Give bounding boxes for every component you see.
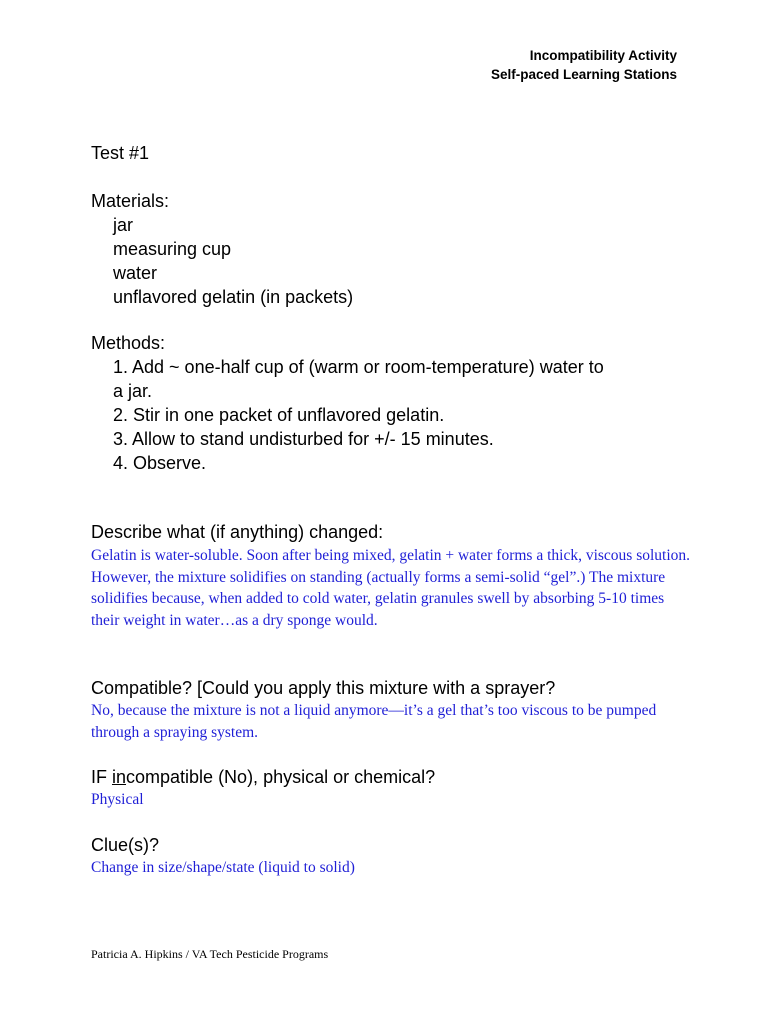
clues-answer: Change in size/shape/state (liquid to solid) [91,859,355,876]
page-footer: Patricia A. Hipkins / VA Tech Pesticide Programs [91,947,329,961]
method-step-1-cont: a jar. [113,381,153,401]
materials-heading: Materials: [91,191,170,211]
incompatible-answer: Physical [91,791,144,808]
methods-section [91,331,604,475]
clues-question: Clue(s)? [91,835,160,855]
compatible-question: Compatible? [Could you apply this mixture with a sprayer? [91,678,556,698]
material-item: measuring cup [113,239,232,259]
method-step-2: 2. Stir in one packet of unflavored gelatin. [113,405,445,425]
incompatible-rest: compatible (No), physical or chemical? [126,767,436,787]
method-step-1: 1. Add ~ one-half cup of (warm or room-temperature) water to [113,357,604,377]
test-title: Test #1 [91,143,150,163]
material-item: water [113,263,158,283]
material-item: jar [113,215,134,235]
page-header [491,46,677,84]
describe-question: Describe what (if anything) changed: [91,522,384,542]
describe-answer: Gelatin is water-soluble. Soon after being mixed, gelatin + water forms a thick, viscous solution. However, the mixture solidifies on standing (actually forms a semi-solid “gel”.) The mixture solidifies because, when added to cold water, gelatin granules swell by absorbing 5-10 times their weight in water…as a dry sponge would. [91,547,691,629]
incompatible-prefix: IF [91,767,112,787]
header-line-1: Incompatibility Activity [529,48,677,63]
material-item: unflavored gelatin (in packets) [113,287,354,307]
materials-section [91,189,353,309]
method-step-4: 4. Observe. [113,453,207,473]
incompatible-question [91,765,435,789]
header-line-2: Self-paced Learning Stations [490,67,677,82]
compatible-answer: No, because the mixture is not a liquid anymore—it’s a gel that’s too viscous to be pumped through a spraying system. [91,702,657,741]
method-step-3: 3. Allow to stand undisturbed for +/- 15 minutes. [113,429,494,449]
incompatible-underlined: in [112,767,127,787]
methods-heading: Methods: [91,333,166,353]
